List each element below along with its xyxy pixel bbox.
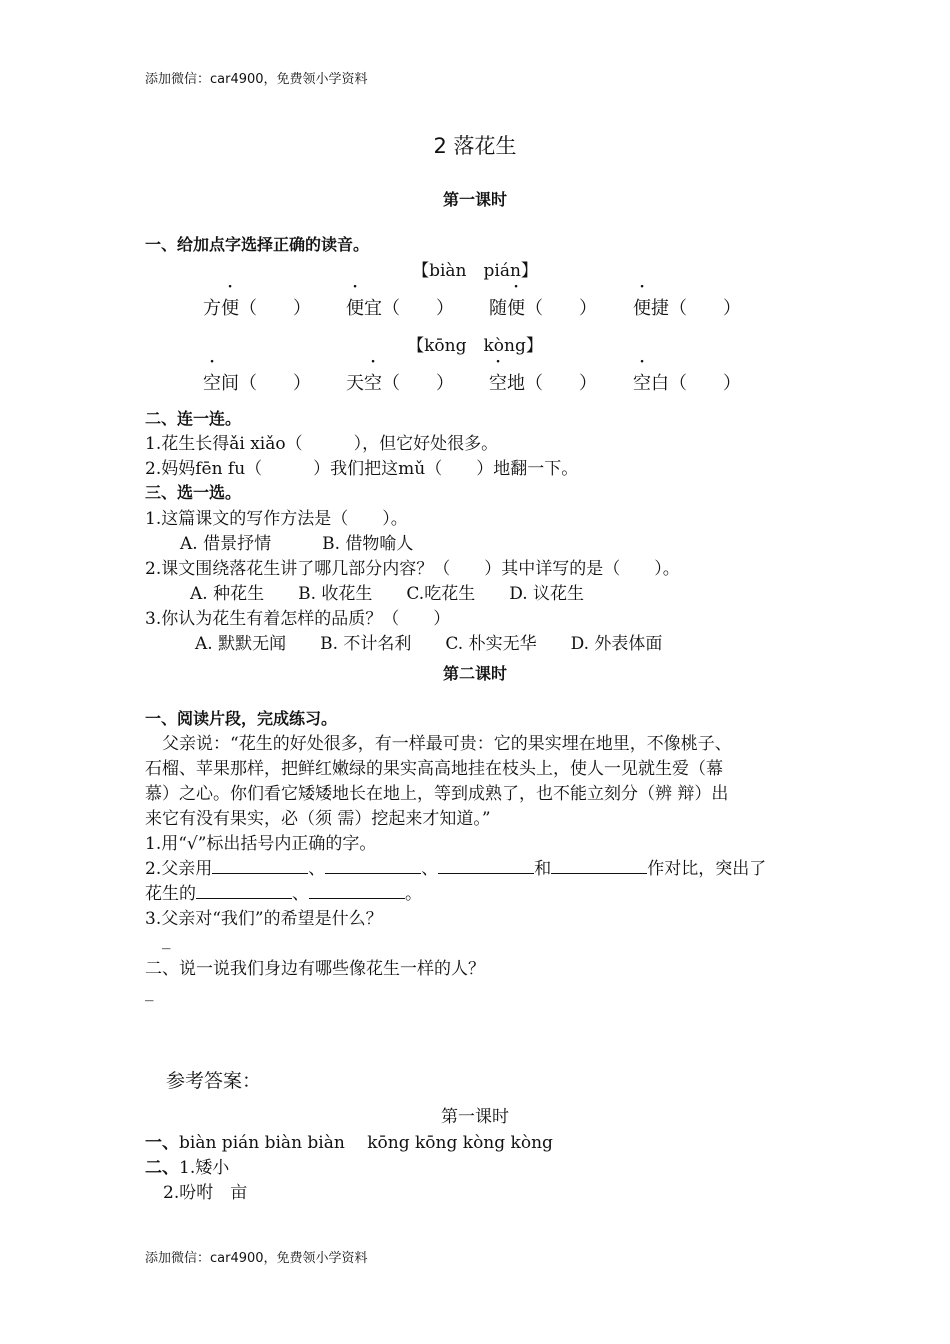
word-item: 便宜（ ）	[346, 298, 454, 319]
passage-line: 石榴、苹果那样，把鲜红嫩绿的果实高高地挂在枝头上，使人一见就生爱（幕	[145, 759, 723, 779]
q2-line2: 2.妈妈fēn fu（ ）我们把这mǔ（ ）地翻一下。	[145, 459, 579, 479]
word-item: 空地（ ）	[489, 373, 597, 394]
answer-blank[interactable]	[438, 855, 534, 874]
answer-line-mark[interactable]: _	[162, 930, 171, 950]
q3-item2: 2.课文围绕落花生讲了哪几部分内容？（ ）其中详写的是（ ）。	[145, 559, 680, 579]
pinyin-group2-label: 【kōng kòng】	[407, 336, 543, 356]
lesson1-q3-title: 三、选一选。	[145, 483, 242, 502]
word-item: 天空（ ）	[346, 373, 454, 394]
lesson1-heading: 第一课时	[442, 190, 507, 209]
q2-line1: 1.花生长得ǎi xiǎo（ ），但它好处很多。	[145, 434, 499, 454]
word-item: 空白（ ）	[633, 373, 741, 394]
q3-item1-options: A. 借景抒情 B. 借物喻人	[180, 534, 414, 554]
pinyin-group1-label: 【biàn pián】	[412, 261, 538, 281]
answer-line-mark[interactable]: _	[145, 982, 154, 1002]
l2-item2-line2: 花生的 、 。	[145, 879, 422, 904]
answers-lesson-heading: 第一课时	[441, 1107, 509, 1127]
page-footer: 添加微信：car4900，免费领小学资料	[145, 1251, 368, 1266]
word-item: 便捷（ ）	[633, 298, 741, 319]
q3-item1: 1.这篇课文的写作方法是（ ）。	[145, 509, 408, 529]
lesson2-heading: 第二课时	[442, 664, 507, 683]
l2-item2: 2.父亲用 、 、 和 作对比，突出了	[145, 854, 766, 879]
q3-item2-options: A. 种花生 B. 收花生 C.吃花生 D. 议花生	[190, 584, 585, 604]
q3-item3-options: A. 默默无闻 B. 不计名利 C. 朴实无华 D. 外表体面	[195, 634, 663, 654]
answer-blank[interactable]	[325, 855, 421, 874]
lesson1-q2-title: 二、连一连。	[145, 409, 242, 428]
lesson1-q1-title: 一、给加点字选择正确的读音。	[145, 235, 370, 254]
answer-blank[interactable]	[212, 855, 308, 874]
answer-blank[interactable]	[196, 880, 292, 899]
answer-blank[interactable]	[309, 880, 405, 899]
passage-line: 来它有没有果实，必（须 需）挖起来才知道。”	[145, 809, 491, 829]
passage-line: 父亲说：“花生的好处很多，有一样最可贵：它的果实埋在地里，不像桃子、	[145, 734, 732, 754]
l2-item1: 1.用“√”标出括号内正确的字。	[145, 834, 377, 854]
l2-item3: 3.父亲对“我们”的希望是什么？	[145, 909, 383, 929]
answer-2: 二、1.矮小	[145, 1158, 230, 1178]
lesson2-q2-title: 二、说一说我们身边有哪些像花生一样的人？	[145, 959, 485, 979]
lesson2-q1-title: 一、阅读片段，完成练习。	[145, 709, 338, 728]
answer-2-2: 2.吩咐 亩	[163, 1183, 248, 1203]
word-item: 随便（ ）	[489, 298, 597, 319]
answer-blank[interactable]	[551, 855, 647, 874]
passage-line: 慕）之心。你们看它矮矮地长在地上，等到成熟了，也不能立刻分（辨 辩）出	[145, 784, 729, 804]
answer-1: 一、biàn pián biàn biàn kōng kōng kòng kòng	[145, 1133, 553, 1153]
q3-item3: 3.你认为花生有着怎样的品质？（ ）	[145, 609, 451, 629]
word-item: 方便（ ）	[203, 298, 311, 319]
word-item: 空间（ ）	[203, 373, 311, 394]
answers-heading: 参考答案：	[166, 1070, 262, 1092]
page-header: 添加微信：car4900，免费领小学资料	[145, 72, 368, 87]
page-title: 2 落花生	[433, 134, 517, 158]
